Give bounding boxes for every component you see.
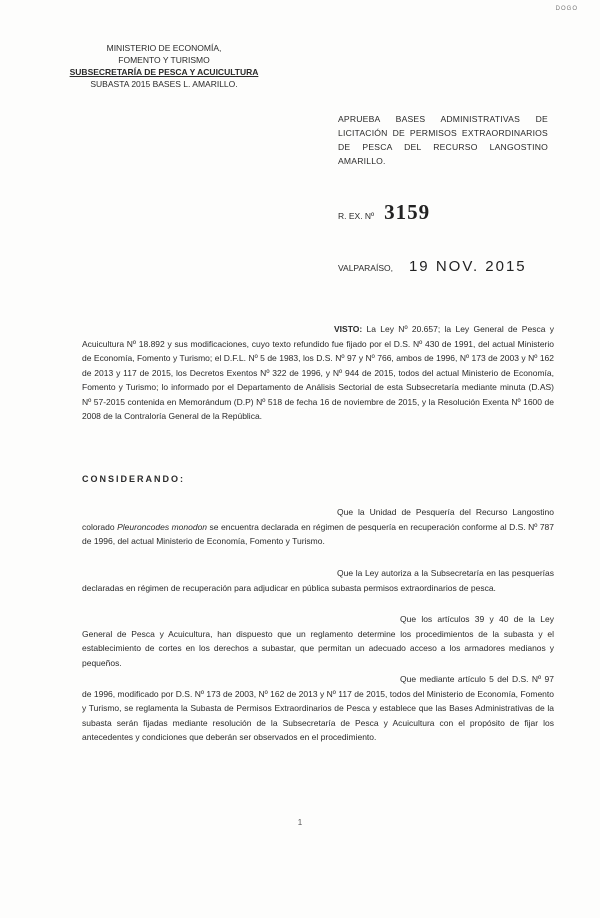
resolution-number [338, 200, 430, 225]
corner-mark: DOGO [555, 6, 578, 12]
date-stamp: 19 NOV. 2015 [408, 258, 527, 275]
page-number: 1 [297, 818, 303, 827]
species-name: Pleuroncodes monodon [117, 521, 208, 532]
letterhead-ministry: MINISTERIO DE ECONOMÍA, [106, 43, 222, 53]
considerando-paragraph-3: Que los artículos 39 y 40 de la Ley General de Pesca y Acuicultura, han dispuesto que un reglamento determine los procedimientos de la subasta y el establecimiento de cortes en los derechos a subastar, que permitan un adecuado acceso a los armadores medianos y pequeños. [82, 614, 554, 668]
considerando-paragraph-2: Que la Ley autoriza a la Subsecretaría en las pesquerías declaradas en régimen de recuperación para adjudicar en pública subasta permisos extraordinarios de pesca. [82, 568, 554, 593]
considerando-paragraph-4: Que mediante artículo 5 del D.S. Nº 97 de 1996, modificado por D.S. Nº 173 de 2003, Nº 162 de 2013 y Nº 117 de 2015, todos del Ministerio de Economía, Fomento y Turismo, se reglamenta la Subasta de Permisos Extraordinarios de Pesca y establece que las Bases Administrativas de la subasta serán fijadas mediante resolución de la Subsecretaría de Pesca y Acuicultura con el propósito de fijar los antecedentes y condiciones que deberán ser observados en el procedimiento. [82, 674, 554, 742]
considerando-heading: CONSIDERANDO: [82, 474, 186, 484]
letterhead-ministry-2: FOMENTO Y TURISMO [118, 55, 210, 65]
visto-paragraph [82, 322, 554, 424]
dateline [338, 258, 527, 275]
letterhead [64, 42, 264, 90]
visto-label: VISTO: [334, 324, 363, 334]
letterhead-reference: SUBASTA 2015 BASES L. AMARILLO. [90, 79, 238, 89]
considerando-paragraph-1 [82, 505, 554, 549]
considerando-p1-text-a: Que la Unidad de Pesquería del Recurso Langostino colorado [82, 507, 554, 532]
document-subject: APRUEBA BASES ADMINISTRATIVAS DE LICITACIÓN DE PERMISOS EXTRAORDINARIOS DE PESCA DEL RECURSO LANGOSTINO AMARILLO. [338, 114, 548, 166]
resolution-label: R. EX. Nº [338, 211, 375, 221]
considerando-p1-text-b: se encuentra declarada en régimen de pesquería en recuperación conforme al D.S. Nº 787 de 1996, del actual Ministerio de Economía, Fomento y Turismo. [82, 521, 555, 546]
visto-text: La Ley Nº 20.657; la Ley General de Pesca y Acuicultura Nº 18.892 y sus modificaciones, cuyo texto refundido fue fijado por el D.S. Nº 430 de 1991, del actual Ministerio de Economía, Fomento y Turismo; el D.F.L. Nº 5 de 1983, los D.S. Nº 97 y Nº 766, ambos de 1996, Nº 173 de 2003 y Nº 162 de 2013 y 117 de 2015, los Decretos Exentos Nº 322 de 1996, y Nº 944 de 2015, todos del actual Ministerio de Economía, Fomento y Turismo; lo informado por el Departamento de Análisis Sectorial de esta Subsecretaría mediante minuta (D.AS) Nº 57-2015 contenida en Memorándum (D.P) Nº 518 de fecha 16 de noviembre de 2015, y la Resolución Exenta Nº 1600 de 2008 de la Contraloría General de la República. [82, 324, 554, 421]
dateline-place: VALPARAÍSO, [338, 263, 393, 273]
letterhead-subsecretaria: SUBSECRETARÍA DE PESCA Y ACUICULTURA [69, 67, 259, 77]
resolution-number-value: 3159 [384, 200, 431, 224]
